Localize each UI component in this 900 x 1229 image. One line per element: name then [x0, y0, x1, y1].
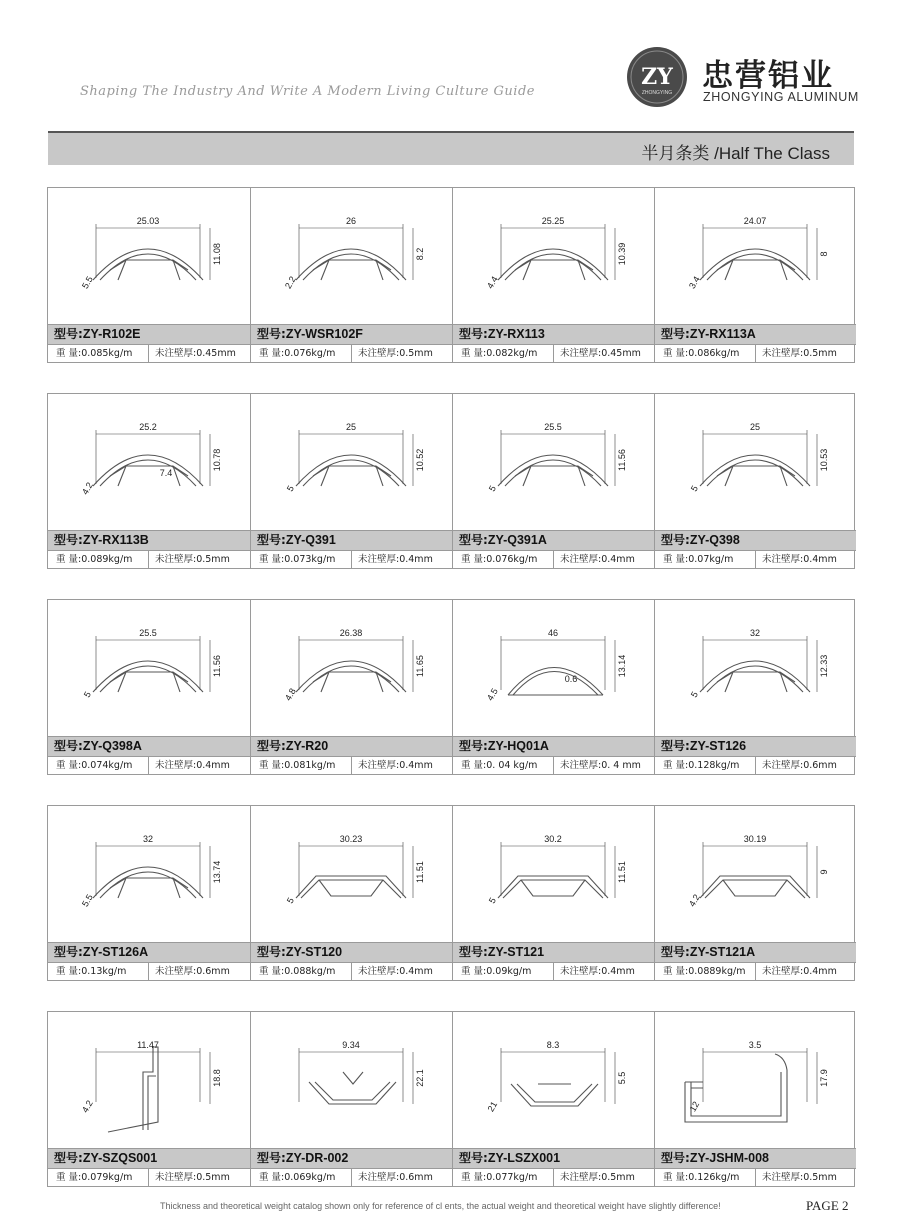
- dimension-width: 25.03: [136, 216, 160, 226]
- thickness-spec: 未注壁厚:0.5mm: [755, 1169, 837, 1187]
- dimension-height: 10.39: [617, 242, 627, 266]
- model-label: [251, 1148, 452, 1168]
- thickness-spec: 未注壁厚:0.5mm: [351, 345, 433, 363]
- model-code: ZY-Q398: [689, 533, 740, 547]
- product-card: [250, 394, 452, 568]
- dimension-width: 8.3: [546, 1040, 560, 1050]
- dimension-width: 25: [749, 422, 761, 432]
- profile-drawing: [655, 394, 856, 530]
- model-label: [251, 530, 452, 550]
- profile-drawing: [655, 600, 856, 736]
- model-label: [655, 530, 856, 550]
- weight-spec: 重 量:0.079kg/m: [56, 1172, 133, 1183]
- spec-row: [453, 756, 654, 775]
- thickness-spec: 未注壁厚:0.4mm: [351, 963, 433, 981]
- thickness-spec: 未注壁厚:0.5mm: [553, 1169, 635, 1187]
- dimension-height: 10.52: [415, 448, 425, 472]
- profile-drawing: [251, 1012, 452, 1148]
- model-prefix: 型号:: [257, 739, 286, 753]
- model-label: [251, 942, 452, 962]
- profile-drawing: [48, 1012, 249, 1148]
- product-row: [47, 1011, 855, 1187]
- model-code: ZY-R102E: [82, 327, 141, 341]
- model-code: ZY-HQ01A: [487, 739, 549, 753]
- thickness-spec: 未注壁厚:0.45mm: [553, 345, 641, 363]
- product-card: [654, 1012, 856, 1186]
- dimension-width: 9.34: [342, 1040, 360, 1050]
- model-prefix: 型号:: [54, 945, 83, 959]
- dimension-height: 11.51: [617, 861, 627, 883]
- model-label: [655, 942, 856, 962]
- model-code: ZY-RX113B: [82, 533, 149, 547]
- dimension-wall: 5: [81, 689, 93, 700]
- weight-spec: 重 量:0.09kg/m: [461, 966, 532, 977]
- model-label: [453, 942, 654, 962]
- thickness-spec: 未注壁厚:0.6mm: [148, 963, 230, 981]
- model-label: [453, 736, 654, 756]
- dimension-height: 13.14: [617, 654, 627, 678]
- dimension-wall: 5: [688, 483, 700, 494]
- thickness-spec: 未注壁厚:0.5mm: [148, 551, 230, 569]
- model-prefix: 型号:: [661, 739, 690, 753]
- model-code: ZY-RX113A: [689, 327, 756, 341]
- dimension-wall: 4.2: [79, 1098, 95, 1115]
- dimension-wall: 4.5: [484, 686, 500, 703]
- product-card: [654, 600, 856, 774]
- dimension-inner: 0.6: [564, 674, 578, 684]
- zhongying-logo: [626, 46, 688, 108]
- model-label: [251, 324, 452, 344]
- spec-row: [453, 1168, 654, 1187]
- profile-drawing: [251, 600, 452, 736]
- product-card: [250, 600, 452, 774]
- model-code: ZY-SZQS001: [82, 1151, 158, 1165]
- product-row: [47, 187, 855, 363]
- dimension-wall: 3.4: [686, 274, 702, 291]
- spec-row: [48, 756, 250, 775]
- product-card: [48, 1012, 250, 1186]
- thickness-spec: 未注壁厚:0.4mm: [553, 551, 635, 569]
- model-code: ZY-ST121: [487, 945, 545, 959]
- weight-spec: 重 量:0.074kg/m: [56, 760, 133, 771]
- dimension-width: 30.19: [743, 834, 767, 844]
- profile-drawing: [655, 806, 856, 942]
- model-code: ZY-R20: [285, 739, 329, 753]
- model-prefix: 型号:: [459, 739, 488, 753]
- dimension-height: 8: [819, 251, 829, 257]
- spec-row: [251, 962, 452, 981]
- weight-spec: 重 量:0.13kg/m: [56, 966, 127, 977]
- profile-drawing: [655, 1012, 856, 1148]
- model-code: ZY-ST126A: [82, 945, 149, 959]
- spec-row: [655, 756, 856, 775]
- model-code: ZY-JSHM-008: [689, 1151, 770, 1165]
- weight-spec: 重 量:0.082kg/m: [461, 348, 538, 359]
- dimension-wall: 5: [486, 483, 498, 494]
- model-label: [655, 324, 856, 344]
- product-card: [48, 394, 250, 568]
- product-card: [452, 600, 654, 774]
- model-code: ZY-ST126: [689, 739, 747, 753]
- spec-row: [251, 756, 452, 775]
- dimension-height: 8.2: [415, 247, 425, 261]
- spec-row: [48, 962, 250, 981]
- footer-note: Thickness and theoretical weight catalog shown only for reference of cl ents, the actual weight and theoretical weight have slightly difference!: [160, 1201, 721, 1211]
- dimension-wall: 5.5: [79, 892, 95, 909]
- spec-row: [251, 1168, 452, 1187]
- dimension-height: 12.33: [819, 654, 829, 678]
- section-title: [641, 139, 830, 164]
- product-card: [48, 188, 250, 362]
- dimension-width: 25.5: [544, 422, 562, 432]
- profile-drawing: [48, 806, 249, 942]
- weight-spec: 重 量:0.076kg/m: [259, 348, 336, 359]
- spec-row: [251, 550, 452, 569]
- product-card: [250, 1012, 452, 1186]
- weight-spec: 重 量:0.089kg/m: [56, 554, 133, 565]
- model-prefix: 型号:: [257, 945, 286, 959]
- spec-row: [655, 962, 856, 981]
- weight-spec: 重 量:0.128kg/m: [663, 760, 740, 771]
- spec-row: [48, 344, 250, 363]
- dimension-height: 11.56: [617, 449, 627, 471]
- profile-drawing: [48, 394, 249, 530]
- model-prefix: 型号:: [459, 533, 488, 547]
- model-code: ZY-WSR102F: [285, 327, 363, 341]
- model-prefix: 型号:: [661, 327, 690, 341]
- product-card: [48, 806, 250, 980]
- model-code: ZY-Q391: [285, 533, 336, 547]
- profile-drawing: [48, 600, 249, 736]
- dimension-width: 25.25: [541, 216, 565, 226]
- weight-spec: 重 量:0.076kg/m: [461, 554, 538, 565]
- spec-row: [655, 1168, 856, 1187]
- dimension-wall: 5: [284, 895, 296, 906]
- model-label: [48, 530, 250, 550]
- thickness-spec: 未注壁厚:0.45mm: [148, 345, 236, 363]
- dimension-height: 5.5: [617, 1071, 627, 1085]
- dimension-wall: 21: [485, 1099, 500, 1114]
- brand-name-en: ZHONGYING ALUMINUM: [703, 90, 859, 104]
- product-card: [250, 188, 452, 362]
- spec-row: [655, 550, 856, 569]
- dimension-height: 11.65: [415, 655, 425, 677]
- dimension-wall: 5: [486, 895, 498, 906]
- weight-spec: 重 量:0.081kg/m: [259, 760, 336, 771]
- product-card: [452, 394, 654, 568]
- thickness-spec: 未注壁厚:0.4mm: [351, 757, 433, 775]
- spec-row: [251, 344, 452, 363]
- model-prefix: 型号:: [459, 327, 488, 341]
- model-prefix: 型号:: [54, 739, 83, 753]
- model-prefix: 型号:: [257, 1151, 286, 1165]
- dimension-height: 22.1: [415, 1069, 425, 1087]
- svg-text:ZY: ZY: [641, 64, 673, 90]
- weight-spec: 重 量:0. 04 kg/m: [461, 760, 538, 771]
- dimension-width: 25.2: [139, 422, 157, 432]
- weight-spec: 重 量:0.086kg/m: [663, 348, 740, 359]
- dimension-width: 26: [345, 216, 357, 226]
- weight-spec: 重 量:0.0889kg/m: [663, 966, 746, 977]
- product-card: [452, 188, 654, 362]
- model-code: ZY-ST121A: [689, 945, 756, 959]
- brand-name-cn: 忠营铝业: [702, 58, 834, 94]
- profile-drawing: [453, 600, 654, 736]
- model-label: [48, 324, 250, 344]
- dimension-height: 10.53: [819, 448, 829, 472]
- dimension-wall: 2.2: [282, 274, 298, 291]
- model-label: [655, 736, 856, 756]
- dimension-width: 30.23: [339, 834, 363, 844]
- dimension-width: 30.2: [544, 834, 562, 844]
- model-prefix: 型号:: [54, 1151, 83, 1165]
- weight-spec: 重 量:0.073kg/m: [259, 554, 336, 565]
- thickness-spec: 未注壁厚:0.6mm: [351, 1169, 433, 1187]
- model-prefix: 型号:: [661, 1151, 690, 1165]
- dimension-height: 9: [819, 869, 829, 875]
- dimension-height: 13.74: [212, 860, 222, 884]
- product-card: [48, 600, 250, 774]
- page-number: PAGE 2: [806, 1198, 849, 1213]
- model-prefix: 型号:: [459, 1151, 488, 1165]
- profile-drawing: [453, 188, 654, 324]
- model-label: [251, 736, 452, 756]
- dimension-width: 24.07: [743, 216, 767, 226]
- model-prefix: 型号:: [54, 533, 83, 547]
- model-code: ZY-Q391A: [487, 533, 547, 547]
- model-label: [48, 1148, 250, 1168]
- dimension-wall: 4.4: [484, 274, 500, 291]
- model-prefix: 型号:: [661, 945, 690, 959]
- model-prefix: 型号:: [54, 327, 83, 341]
- thickness-spec: 未注壁厚:0.6mm: [755, 757, 837, 775]
- spec-row: [48, 1168, 250, 1187]
- model-code: ZY-Q398A: [82, 739, 142, 753]
- model-code: ZY-LSZX001: [487, 1151, 561, 1165]
- product-card: [654, 188, 856, 362]
- dimension-height: 10.78: [212, 448, 222, 472]
- model-code: ZY-ST120: [285, 945, 343, 959]
- product-card: [452, 806, 654, 980]
- dimension-width: 25: [345, 422, 357, 432]
- profile-drawing: [453, 1012, 654, 1148]
- weight-spec: 重 量:0.069kg/m: [259, 1172, 336, 1183]
- thickness-spec: 未注壁厚:0.4mm: [553, 963, 635, 981]
- dimension-width: 46: [547, 628, 559, 638]
- thickness-spec: 未注壁厚:0. 4 mm: [553, 757, 641, 775]
- dimension-height: 11.51: [415, 861, 425, 883]
- section-header: [48, 131, 854, 165]
- model-code: ZY-DR-002: [285, 1151, 349, 1165]
- dimension-wall: 4.8: [282, 686, 298, 703]
- model-prefix: 型号:: [257, 533, 286, 547]
- thickness-spec: 未注壁厚:0.4mm: [148, 757, 230, 775]
- model-label: [453, 324, 654, 344]
- model-code: ZY-RX113: [487, 327, 545, 341]
- dimension-height: 17.9: [819, 1069, 829, 1087]
- profile-drawing: [453, 394, 654, 530]
- dimension-wall: 12: [687, 1099, 702, 1114]
- product-card: [654, 394, 856, 568]
- dimension-width: 32: [749, 628, 761, 638]
- weight-spec: 重 量:0.077kg/m: [461, 1172, 538, 1183]
- spec-row: [453, 550, 654, 569]
- model-label: [453, 1148, 654, 1168]
- product-card: [250, 806, 452, 980]
- weight-spec: 重 量:0.07kg/m: [663, 554, 734, 565]
- weight-spec: 重 量:0.126kg/m: [663, 1172, 740, 1183]
- dimension-wall: 4.2: [79, 480, 95, 497]
- model-prefix: 型号:: [257, 327, 286, 341]
- profile-drawing: [655, 188, 856, 324]
- dimension-inner: 7.4: [159, 468, 173, 478]
- svg-text:ZHONGYING: ZHONGYING: [641, 90, 673, 96]
- weight-spec: 重 量:0.085kg/m: [56, 348, 133, 359]
- section-title-cn: 半月条类: [641, 144, 710, 164]
- profile-drawing: [251, 394, 452, 530]
- model-label: [453, 530, 654, 550]
- thickness-spec: 未注壁厚:0.5mm: [148, 1169, 230, 1187]
- thickness-spec: 未注壁厚:0.4mm: [755, 963, 837, 981]
- dimension-height: 18.8: [212, 1069, 222, 1087]
- spec-row: [453, 962, 654, 981]
- dimension-width: 11.47: [137, 1040, 159, 1050]
- profile-drawing: [251, 188, 452, 324]
- dimension-width: 3.5: [748, 1040, 762, 1050]
- thickness-spec: 未注壁厚:0.5mm: [755, 345, 837, 363]
- slogan: Shaping The Industry And Write A Modern Living Culture Guide: [80, 84, 535, 99]
- product-card: [452, 1012, 654, 1186]
- model-prefix: 型号:: [459, 945, 488, 959]
- spec-row: [48, 550, 250, 569]
- product-row: [47, 805, 855, 981]
- product-row: [47, 393, 855, 569]
- section-title-en: /Half The Class: [714, 144, 830, 163]
- dimension-width: 25.5: [139, 628, 157, 638]
- dimension-wall: 5.5: [79, 274, 95, 291]
- profile-drawing: [453, 806, 654, 942]
- product-card: [654, 806, 856, 980]
- model-label: [655, 1148, 856, 1168]
- dimension-wall: 5: [284, 483, 296, 494]
- thickness-spec: 未注壁厚:0.4mm: [351, 551, 433, 569]
- dimension-height: 11.08: [212, 243, 222, 265]
- model-label: [48, 736, 250, 756]
- profile-drawing: [48, 188, 249, 324]
- dimension-width: 32: [142, 834, 154, 844]
- spec-row: [655, 344, 856, 363]
- weight-spec: 重 量:0.088kg/m: [259, 966, 336, 977]
- dimension-width: 26.38: [339, 628, 363, 638]
- model-prefix: 型号:: [661, 533, 690, 547]
- dimension-wall: 4.2: [686, 892, 702, 909]
- dimension-wall: 5: [688, 689, 700, 700]
- profile-drawing: [251, 806, 452, 942]
- spec-row: [453, 344, 654, 363]
- dimension-height: 11.56: [212, 655, 222, 677]
- product-row: [47, 599, 855, 775]
- thickness-spec: 未注壁厚:0.4mm: [755, 551, 837, 569]
- model-label: [48, 942, 250, 962]
